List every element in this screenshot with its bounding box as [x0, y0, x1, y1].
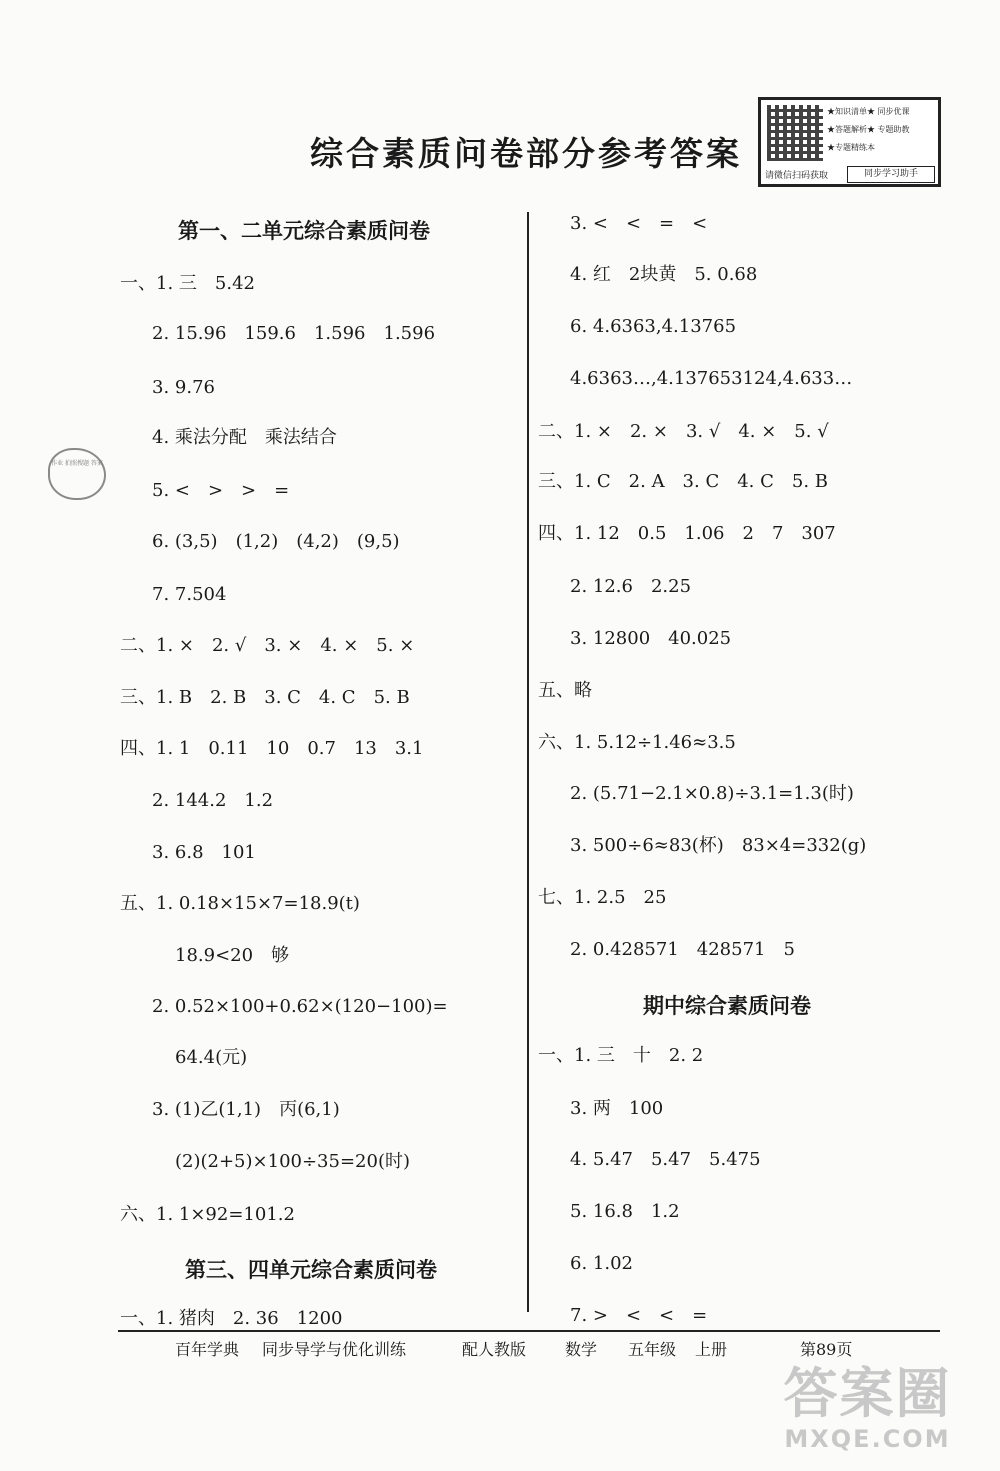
footer-book: 百年学典 [175, 1340, 240, 1359]
answer-line: (2)(2+5)×100÷35=20(时) [175, 1151, 410, 1172]
answer-line: 七、1. 2.5 25 [538, 887, 667, 908]
answer-line: 一、1. 三 5.42 [120, 273, 255, 294]
left-heading-1: 第一、二单元综合素质问卷 [178, 218, 430, 243]
answer-line: 4. 乘法分配 乘法结合 [152, 427, 337, 448]
answer-line: 二、1. × 2. × 3. √ 4. × 5. √ [538, 421, 829, 442]
answer-line: 3. 9.76 [152, 377, 215, 398]
right-heading: 期中综合素质问卷 [643, 993, 811, 1018]
column-divider [527, 212, 529, 1312]
qr-line-3: ★专题精练本 [827, 143, 875, 152]
answer-line: 64.4(元) [175, 1047, 248, 1068]
answer-line: 6. (3,5) (1,2) (4,2) (9,5) [152, 531, 400, 552]
answer-line: 2. 144.2 1.2 [152, 790, 274, 811]
qr-helper-button[interactable]: 同步学习助手 [847, 166, 935, 183]
qr-scan-text: 请微信扫码获取 [765, 171, 829, 181]
qr-code-icon[interactable] [767, 105, 823, 161]
footer-edition: 配人教版 [462, 1340, 527, 1359]
answer-line: 2. 0.428571 428571 5 [570, 939, 795, 960]
answer-line: 3. (1)乙(1,1) 丙(6,1) [152, 1099, 340, 1120]
answer-line: 4. 5.47 5.47 5.475 [570, 1149, 761, 1170]
answer-line: 4.6363…,4.137653124,4.633… [570, 368, 853, 389]
footer-grade: 五年级 [628, 1340, 677, 1359]
answer-line: 3. < < = < [570, 213, 708, 234]
answer-line: 五、略 [538, 680, 592, 701]
watermark-sub: MXQE.COM [784, 1425, 951, 1453]
answer-line: 3. 6.8 101 [152, 842, 256, 863]
stamp-mark: 作业 拍照搜题 答案 [48, 448, 106, 500]
answer-line: 一、1. 三 十 2. 2 [538, 1045, 704, 1066]
answer-line: 5. 16.8 1.2 [570, 1201, 680, 1222]
page-title: 综合素质问卷部分参考答案 [310, 134, 742, 173]
footer-series: 同步导学与优化训练 [262, 1340, 407, 1359]
answer-line: 3. 两 100 [570, 1098, 664, 1119]
watermark-logo [755, 1363, 980, 1461]
answer-line: 7. 7.504 [152, 584, 227, 605]
answer-line: 18.9<20 够 [175, 945, 290, 966]
answer-line: 三、1. C 2. A 3. C 4. C 5. B [538, 471, 829, 492]
answer-line: 3. 12800 40.025 [570, 628, 732, 649]
answer-line: 7. > < < = [570, 1305, 708, 1326]
qr-line-2: ★答题解析★ 专题助教 [827, 125, 910, 134]
answer-line: 2. 0.52×100+0.62×(120−100)= [152, 996, 448, 1017]
page-number: 第89页 [800, 1340, 853, 1359]
answer-line: 2. 15.96 159.6 1.596 1.596 [152, 323, 436, 344]
footer-rule [118, 1330, 940, 1332]
qr-line-1: ★知识清单★ 同步优课 [827, 107, 910, 116]
answer-line: 5. < > > = [152, 480, 290, 501]
answer-line: 6. 4.6363,4.13765 [570, 316, 737, 337]
answer-line: 一、1. 猪肉 2. 36 1200 [120, 1308, 343, 1329]
answer-line: 2. (5.71−2.1×0.8)÷3.1=1.3(时) [570, 783, 854, 804]
answer-line: 三、1. B 2. B 3. C 4. C 5. B [120, 687, 410, 708]
left-heading-2: 第三、四单元综合素质问卷 [185, 1257, 437, 1282]
footer-subject: 数学 [565, 1340, 598, 1359]
answer-line: 五、1. 0.18×15×7=18.9(t) [120, 893, 360, 914]
answer-line: 2. 12.6 2.25 [570, 576, 692, 597]
watermark-main: 答案圈 [783, 1362, 952, 1425]
footer-volume: 上册 [695, 1340, 728, 1359]
answer-line: 四、1. 1 0.11 10 0.7 13 3.1 [120, 738, 424, 759]
answer-line: 3. 500÷6≈83(杯) 83×4=332(g) [570, 835, 867, 856]
answer-line: 六、1. 5.12÷1.46≈3.5 [538, 732, 736, 753]
answer-line: 四、1. 12 0.5 1.06 2 7 307 [538, 523, 836, 544]
answer-line: 4. 红 2块黄 5. 0.68 [570, 264, 758, 285]
qr-code-box[interactable] [758, 97, 941, 187]
answer-line: 6. 1.02 [570, 1253, 633, 1274]
answer-line: 六、1. 1×92=101.2 [120, 1204, 295, 1225]
answer-line: 二、1. × 2. √ 3. × 4. × 5. × [120, 635, 415, 656]
